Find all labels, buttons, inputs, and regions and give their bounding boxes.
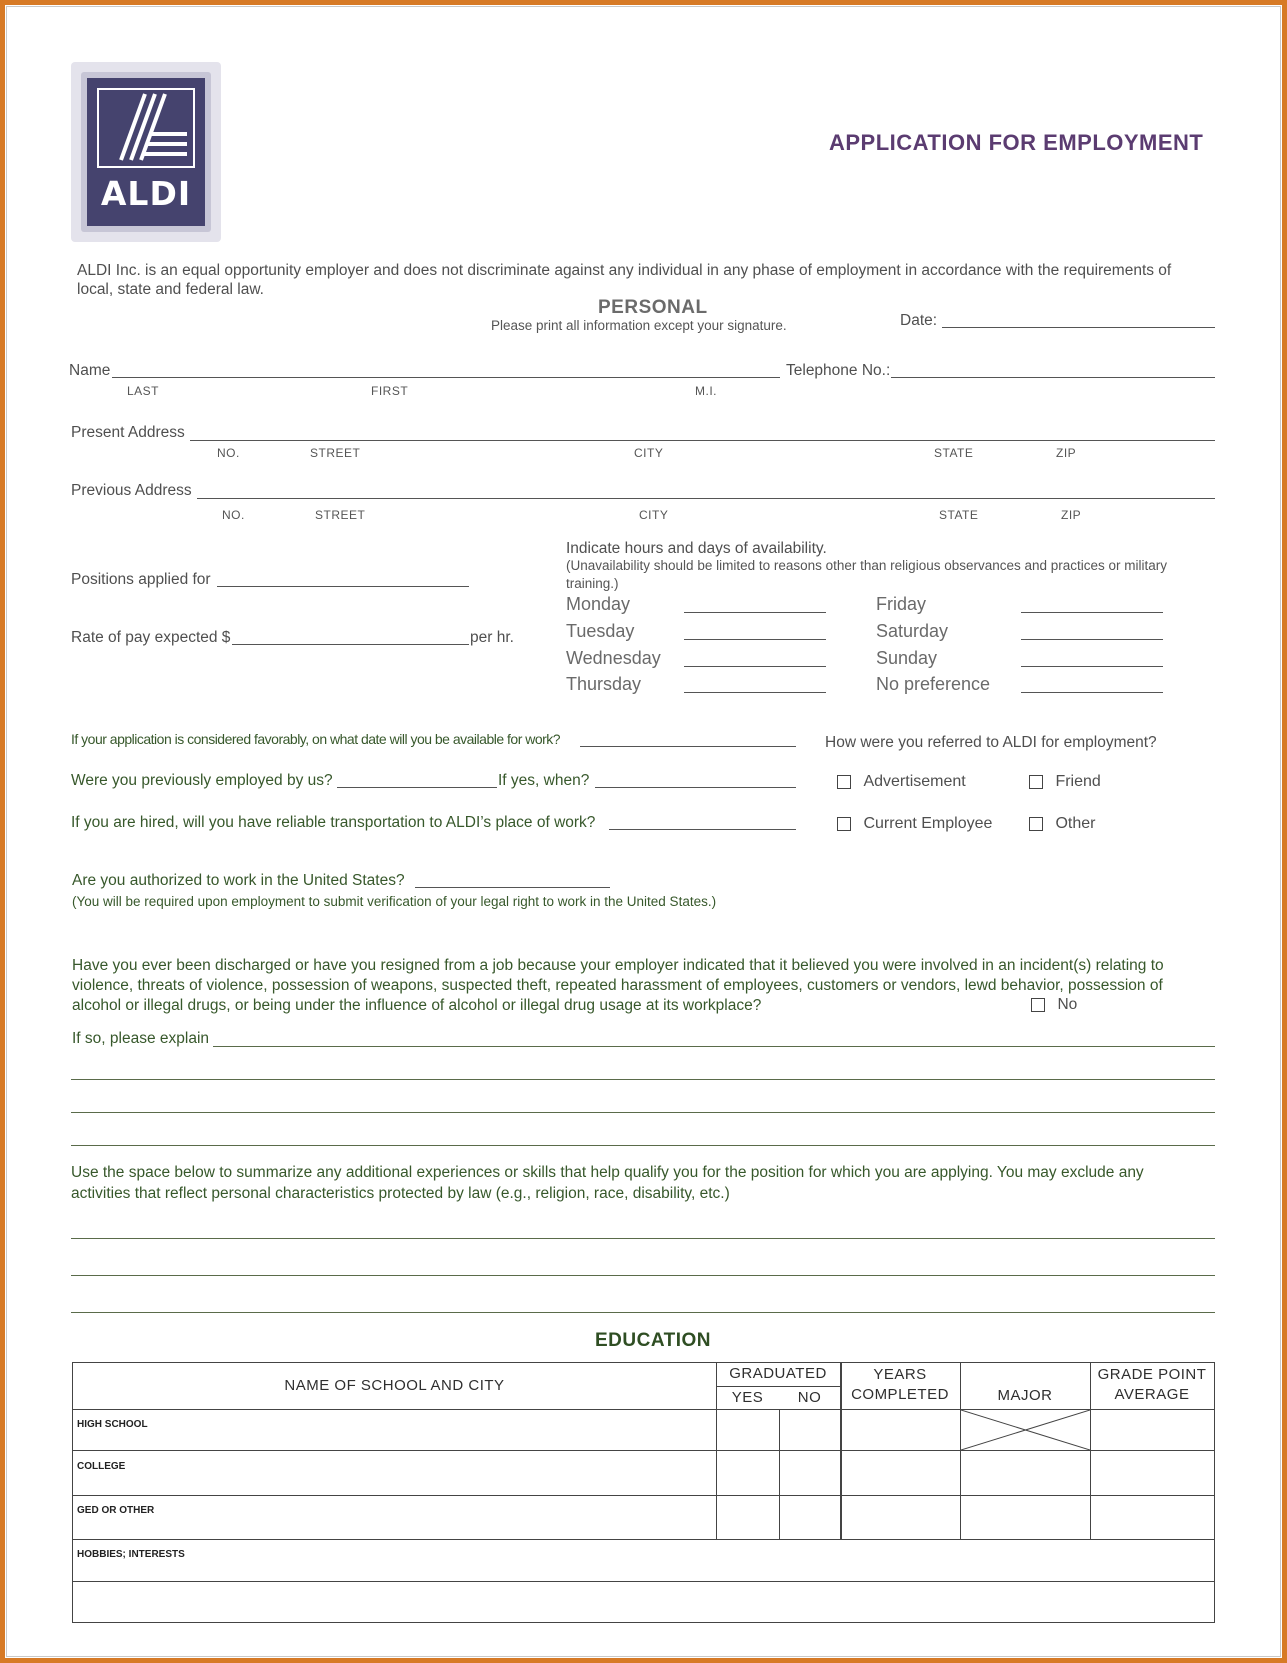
authorized-question: Are you authorized to work in the United States?	[72, 872, 405, 889]
previous-sub-state: STATE	[939, 508, 979, 522]
previously-employed-question: Were you previously employed by us?	[71, 772, 333, 789]
col-yes-header: YES	[731, 1389, 764, 1406]
row-ged-other: GED OR OTHER	[77, 1505, 155, 1516]
row-high-school: HIGH SCHOOL	[77, 1419, 148, 1430]
referral-advertisement[interactable]	[837, 773, 966, 791]
telephone-field[interactable]	[891, 377, 1215, 378]
thursday-field[interactable]	[684, 692, 826, 693]
personal-subheading: Please print all information except your signature.	[491, 318, 787, 333]
date-label: Date:	[900, 312, 938, 329]
referral-question: How were you referred to ALDI for employment?	[825, 734, 1157, 751]
aldi-logo-text: ALDI	[100, 174, 192, 213]
summary-line-1[interactable]	[71, 1238, 1215, 1239]
present-sub-city: CITY	[634, 446, 664, 460]
day-sunday: Sunday	[876, 648, 938, 668]
date-field[interactable]	[942, 327, 1215, 328]
education-heading: EDUCATION	[595, 1330, 712, 1351]
positions-field[interactable]	[217, 586, 469, 587]
no-preference-field[interactable]	[1021, 692, 1163, 693]
present-address-field[interactable]	[190, 440, 1215, 441]
no-label: No	[1057, 996, 1078, 1013]
current-employee-checkbox[interactable]	[837, 817, 851, 831]
referral-other[interactable]	[1029, 815, 1095, 833]
rate-field[interactable]	[232, 644, 469, 645]
col-years-header-2: COMPLETED	[851, 1386, 949, 1403]
referral-current-employee[interactable]	[837, 815, 992, 833]
summary-prompt-line1: Use the space below to summarize any additional experiences or skills that help qualify you for the position for which you are applying. You may exclude any	[71, 1164, 1144, 1181]
telephone-label: Telephone No.:	[786, 362, 891, 379]
discharged-no-option[interactable]	[1031, 996, 1077, 1014]
advertisement-label: Advertisement	[863, 773, 966, 790]
aldi-logo-mark	[97, 88, 195, 168]
monday-field[interactable]	[684, 612, 826, 613]
col-major-header: MAJOR	[997, 1387, 1053, 1404]
sunday-field[interactable]	[1021, 666, 1163, 667]
previous-sub-street: STREET	[315, 508, 366, 522]
col-gpa-header-2: AVERAGE	[1114, 1386, 1190, 1403]
authorized-field[interactable]	[415, 887, 610, 888]
discharged-question-line2: violence, threats of violence, possession of weapons, suspected theft, repeated harassment of employees, customers or vendors, lewd behavior, possession of	[72, 977, 1163, 994]
page-title: APPLICATION FOR EMPLOYMENT	[829, 130, 1204, 155]
day-thursday: Thursday	[566, 674, 642, 694]
name-sub-mi: M.I.	[695, 384, 717, 398]
previous-sub-zip: ZIP	[1061, 508, 1082, 522]
aldi-logo	[71, 62, 221, 242]
present-sub-no: NO.	[217, 446, 240, 460]
availability-note-line2: training.)	[566, 576, 619, 591]
name-label: Name	[69, 362, 111, 379]
summary-line-3[interactable]	[71, 1312, 1215, 1313]
col-school-header: NAME OF SCHOOL AND CITY	[284, 1377, 505, 1394]
present-address-label: Present Address	[71, 424, 185, 441]
authorized-note: (You will be required upon employment to submit verification of your legal right to work in the United States.)	[72, 894, 717, 909]
col-years-header-1: YEARS	[873, 1366, 927, 1383]
previous-address-label: Previous Address	[71, 482, 192, 499]
previously-employed-field[interactable]	[337, 787, 497, 788]
eeo-statement-line1: ALDI Inc. is an equal opportunity employer and does not discriminate against any individual in any phase of employment in accordance with the requirements of	[77, 262, 1172, 279]
explain-line-4[interactable]	[71, 1145, 1215, 1146]
no-checkbox[interactable]	[1031, 998, 1045, 1012]
other-label: Other	[1055, 815, 1096, 832]
day-monday: Monday	[566, 594, 631, 614]
availability-intro: Indicate hours and days of availability.	[566, 540, 827, 557]
day-no-preference: No preference	[876, 674, 991, 694]
name-sub-first: FIRST	[371, 384, 409, 398]
name-sub-last: LAST	[127, 384, 160, 398]
day-friday: Friday	[876, 594, 927, 614]
eeo-statement-line2: local, state and federal law.	[77, 281, 264, 298]
discharged-question-line1: Have you ever been discharged or have you resigned from a job because your employer indicated that it believed you were involved in an incident(s) relating to	[72, 957, 1164, 974]
friend-label: Friend	[1055, 773, 1101, 790]
col-graduated-header: GRADUATED	[729, 1365, 827, 1382]
rate-label: Rate of pay expected $	[71, 629, 231, 646]
discharged-question-line3: alcohol or illegal drugs, or being under the influence of alcohol or illegal drug usage at its workplace?	[72, 997, 762, 1014]
explain-line-3[interactable]	[71, 1112, 1215, 1113]
present-sub-state: STATE	[934, 446, 974, 460]
day-tuesday: Tuesday	[566, 621, 635, 641]
friday-field[interactable]	[1021, 612, 1163, 613]
tuesday-field[interactable]	[684, 639, 826, 640]
availability-note-line1: (Unavailability should be limited to reasons other than religious observances and practices or military	[566, 558, 1168, 573]
education-table	[72, 1362, 1215, 1623]
col-no-header: NO	[797, 1389, 822, 1406]
personal-heading: PERSONAL	[598, 297, 708, 318]
positions-label: Positions applied for	[71, 571, 211, 588]
day-saturday: Saturday	[876, 621, 949, 641]
available-date-field[interactable]	[580, 746, 796, 747]
summary-prompt-line2: activities that reflect personal characteristics protected by law (e.g., religion, race, disability, etc.)	[71, 1185, 730, 1202]
previous-sub-no: NO.	[222, 508, 245, 522]
other-checkbox[interactable]	[1029, 817, 1043, 831]
explain-line-1[interactable]	[213, 1046, 1215, 1047]
saturday-field[interactable]	[1021, 639, 1163, 640]
transportation-field[interactable]	[609, 829, 796, 830]
per-hr-label: per hr.	[470, 629, 514, 646]
wednesday-field[interactable]	[684, 666, 826, 667]
high-school-major-crossed	[961, 1410, 1090, 1450]
summary-line-2[interactable]	[71, 1275, 1215, 1276]
referral-friend[interactable]	[1029, 773, 1101, 791]
row-hobbies: HOBBIES; INTERESTS	[77, 1549, 185, 1560]
name-field[interactable]	[112, 377, 780, 378]
col-gpa-header-1: GRADE POINT	[1097, 1366, 1207, 1383]
transportation-question: If you are hired, will you have reliable transportation to ALDI’s place of work?	[71, 814, 596, 831]
current-employee-label: Current Employee	[863, 815, 993, 832]
previous-sub-city: CITY	[639, 508, 669, 522]
available-date-question: If your application is considered favorably, on what date will you be available for work?	[71, 731, 561, 747]
previous-address-field[interactable]	[197, 498, 1215, 499]
present-sub-zip: ZIP	[1056, 446, 1077, 460]
if-yes-when-label: If yes, when?	[498, 772, 590, 789]
row-college: COLLEGE	[77, 1461, 126, 1472]
friend-checkbox[interactable]	[1029, 775, 1043, 789]
present-sub-street: STREET	[310, 446, 361, 460]
explain-line-2[interactable]	[71, 1079, 1215, 1080]
if-yes-when-field[interactable]	[595, 787, 796, 788]
advertisement-checkbox[interactable]	[837, 775, 851, 789]
explain-label: If so, please explain	[72, 1030, 210, 1047]
day-wednesday: Wednesday	[566, 648, 661, 668]
